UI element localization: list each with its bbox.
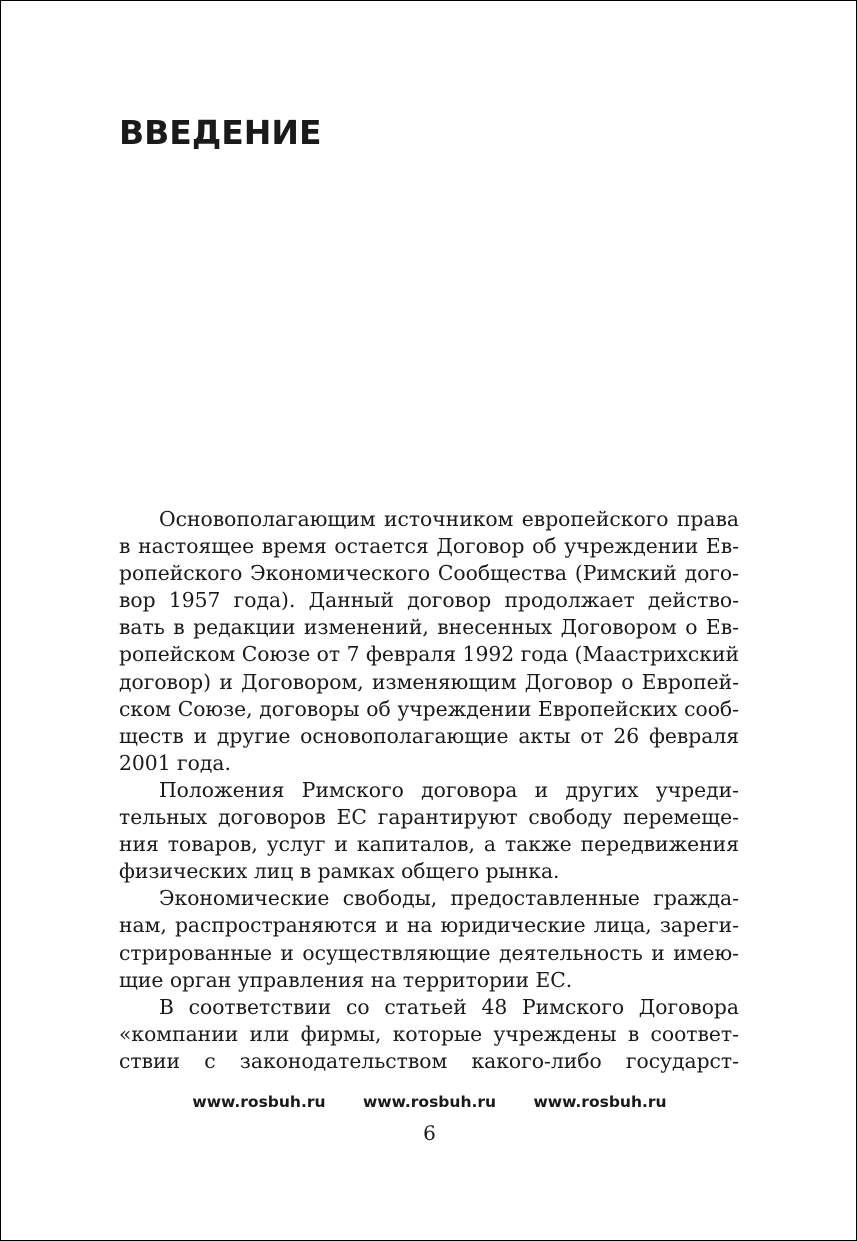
footer-link[interactable]: www.rosbuh.ru xyxy=(362,1093,497,1111)
body-text xyxy=(119,506,739,1075)
text-line: ния товаров, услуг и капиталов, а также передвижения xyxy=(119,832,739,857)
paragraph xyxy=(119,994,739,1075)
text-line: Экономические свободы, предоставленные гражда- xyxy=(159,886,739,911)
text-line: В соответствии со статьей 48 Римского Договора xyxy=(159,994,739,1019)
text-line: Основополагающим источником европейского права xyxy=(159,507,739,531)
footer-link[interactable]: www.rosbuh.ru xyxy=(192,1093,326,1111)
text-line: ществ и другие основополагающие акты от 26 февраля xyxy=(119,723,739,748)
text-line: в настоящее время остается Договор об учреждении Ев- xyxy=(119,534,739,559)
text-line: ропейском Союзе от 7 февраля 1992 года (Маастрихский xyxy=(119,642,739,667)
text-line: ском Союзе, договоры об учреждении Европейских сооб- xyxy=(119,696,739,721)
footer-link[interactable]: www.rosbuh.ru xyxy=(533,1093,667,1111)
text-line: стрированные и осуществляющие деятельность и имею- xyxy=(119,940,739,965)
text-line: 2001 года. xyxy=(119,750,231,775)
text-line: щие орган управления на территории ЕС. xyxy=(119,967,573,992)
text-line: физических лиц в рамках общего рынка. xyxy=(119,859,560,884)
paragraph xyxy=(119,777,739,885)
text-line: ропейского Экономического Сообщества (Римский дого- xyxy=(119,561,739,586)
page-number: 6 xyxy=(423,1121,436,1145)
text-line: тельных договоров ЕС гарантируют свободу перемеще- xyxy=(119,805,739,830)
paragraph xyxy=(119,885,739,993)
text-line: нам, распространяются и на юридические лица, зареги- xyxy=(119,913,739,938)
text-line: вор 1957 года). Данный договор продолжает действо- xyxy=(119,588,739,613)
text-line: Положения Римского договора и других учреди- xyxy=(159,777,739,802)
text-line: «компании или фирмы, которые учреждены в соответ- xyxy=(119,1021,739,1046)
page-heading: ВВЕДЕНИЕ xyxy=(119,113,322,152)
text-line: договор) и Договором, изменяющим Договор о Европей- xyxy=(119,669,739,694)
text-line: ствии с законодательством какого-либо государст- xyxy=(119,1048,739,1073)
footer-links xyxy=(1,1093,857,1111)
paragraph xyxy=(119,506,739,777)
text-line: вать в редакции изменений, внесенных Договором о Ев- xyxy=(119,615,739,640)
